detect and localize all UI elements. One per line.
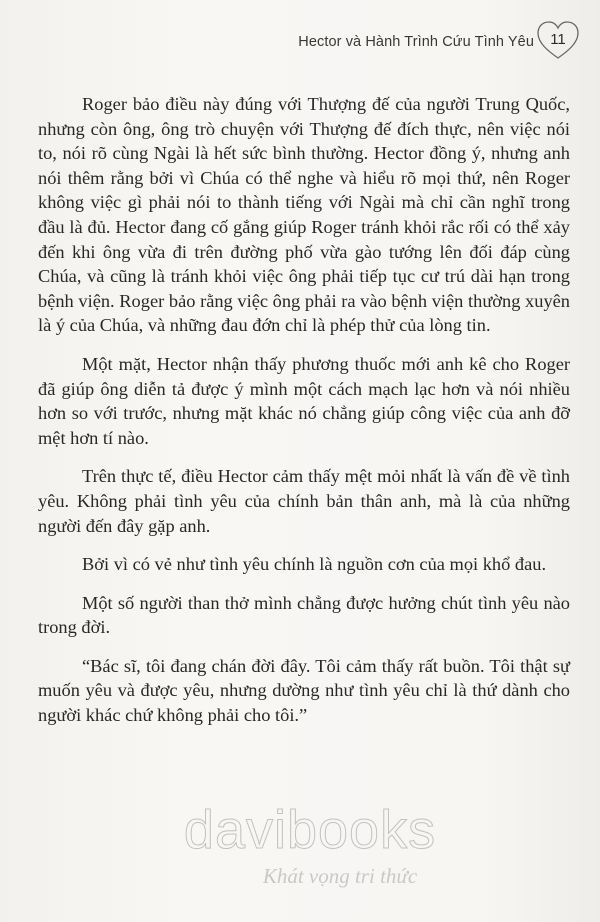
running-header [298, 22, 548, 62]
paragraph: Roger bảo điều này đúng với Thượng đế của người Trung Quốc, nhưng còn ông, ông trò chuyện với Thượng đế đích thực, nên việc nói to, nói rõ cùng Ngài là hết sức bình thường. Hector đồng ý, nhưng anh nói thêm rằng bởi vì Chúa có thể nghe và hiểu rõ mọi thứ, nên Roger không việc gì phải nói to thành tiếng với Ngài mà chỉ cần nghĩ trong đầu là đủ. Hector đang cố gắng giúp Roger tránh khỏi rắc rối có thể xảy đến khi ông vừa đi trên đường phố vừa gào tướng lên đối đáp cùng Chúa, và cũng là tránh khỏi việc ông phải tiếp tục cư trú dài hạn trong bệnh viện. Roger bảo rằng việc ông phải ra vào bệnh viện thường xuyên là ý của Chúa, và những đau đớn chỉ là phép thử của lòng tin. [38, 94, 570, 336]
paragraph: Một số người than thở mình chẳng được hưởng chút tình yêu nào trong đời. [38, 592, 570, 638]
body-text [38, 92, 570, 742]
book-title: Hector và Hành Trình Cứu Tình Yêu [298, 34, 534, 50]
paragraph: “Bác sĩ, tôi đang chán đời đây. Tôi cảm thấy rất buồn. Tôi thật sự muốn yêu và được yêu, nhưng dường như tình yêu chỉ là thứ dành cho người khác chứ không phải cho tôi.” [38, 655, 570, 726]
watermark [130, 800, 490, 889]
paragraph: Bởi vì có vẻ như tình yêu chính là nguồn cơn của mọi khổ đau. [82, 554, 547, 575]
page-number: 11 [550, 31, 566, 48]
paragraph: Một mặt, Hector nhận thấy phương thuốc mới anh kê cho Roger đã giúp ông diễn tả được ý mình một cách mạch lạc hơn và nói nhiều hơn so với trước, nhưng mặt khác nó chẳng giúp công việc của anh đỡ mệt hơn tí nào. [38, 353, 570, 448]
watermark-brand: davibooks [183, 800, 437, 860]
watermark-tagline: Khát vọng tri thức [262, 864, 418, 888]
paragraph: Trên thực tế, điều Hector cảm thấy mệt mỏi nhất là vấn đề về tình yêu. Không phải tình yêu của chính bản thân anh, mà là của những người đến đây gặp anh. [38, 466, 570, 536]
